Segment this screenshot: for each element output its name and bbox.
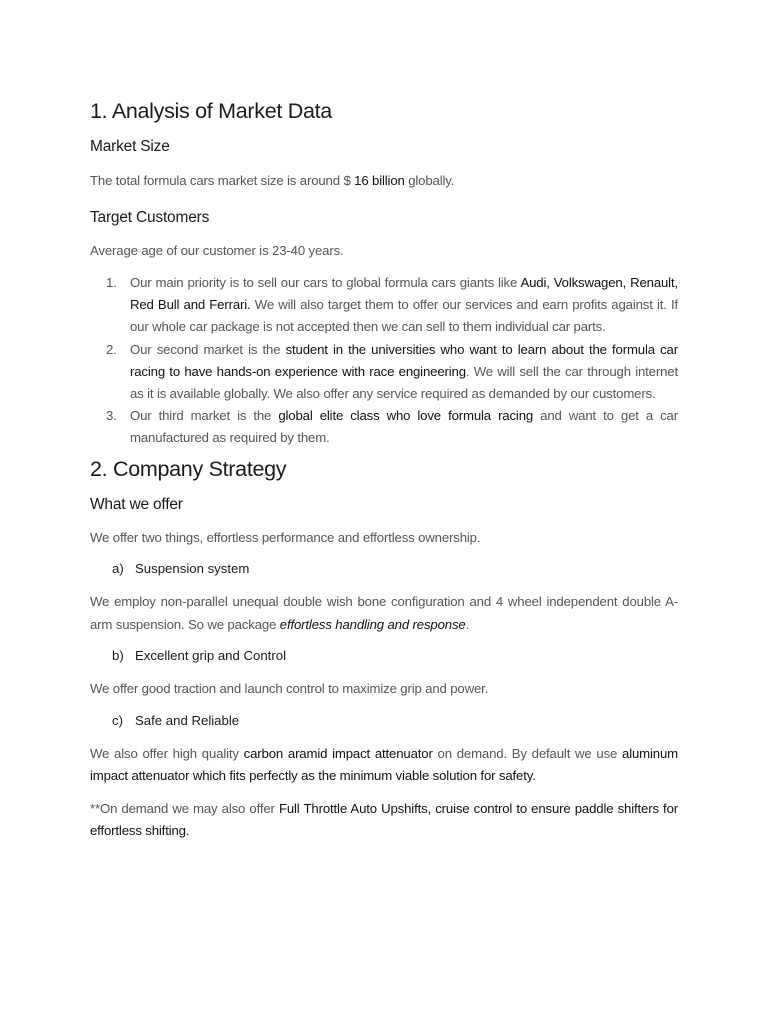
grip-text: We offer good traction and launch control to maximize grip and power. [90, 681, 489, 697]
target-customers-heading: Target Customers [90, 208, 210, 226]
list-item-highlight: global elite class who love formula racing [278, 408, 534, 424]
section-1-title: 1. Analysis of Market Data [90, 99, 332, 123]
on-demand-text [90, 798, 678, 843]
suspension-heading: Suspension system [135, 561, 250, 577]
market-size-text-before: The total formula cars market size is around $ [90, 173, 355, 188]
on-demand-highlight: Full Throttle Auto Upshifts, cruise control to ensure paddle shifters for effortless shifting. [90, 800, 678, 839]
suspension-text-before: We employ non-parallel unequal double wish bone configuration and 4 wheel independent double A-arm suspension. So we package [90, 594, 678, 632]
list-item-text: Our main priority is to sell our cars to global formula cars giants like [130, 275, 521, 290]
list-item-text: and want to get a car manufactured as required by them. [130, 408, 678, 446]
safe-subheading [90, 711, 678, 731]
grip-subheading [90, 646, 678, 666]
suspension-highlight: effortless handling and response [279, 616, 466, 632]
list-item [90, 272, 678, 339]
list-item [90, 405, 678, 449]
safe-highlight-aluminum: aluminum impact attenuator which fits perfectly as the minimum viable solution for safety. [90, 745, 678, 784]
target-customers-list [90, 272, 678, 450]
document-page [90, 96, 678, 843]
section-2-title: 2. Company Strategy [90, 456, 287, 481]
suspension-text-after: . [465, 616, 470, 632]
market-size-text [90, 170, 678, 193]
target-customers-intro: Average age of our customer is 23-40 years. [90, 242, 344, 258]
suspension-subheading [90, 559, 678, 579]
grip-heading: Excellent grip and Control [135, 648, 287, 664]
grip-label: b) [112, 648, 124, 664]
suspension-text [90, 591, 678, 636]
market-size-text-after: globally. [404, 173, 455, 188]
suspension-label: a) [112, 561, 124, 577]
safe-heading: Safe and Reliable [135, 712, 240, 728]
safe-text [90, 743, 678, 788]
list-item-text: Our second market is the [130, 341, 286, 357]
what-we-offer-intro: We offer two things, effortless performance and effortless ownership. [90, 529, 481, 545]
list-item-number: 2. [106, 341, 117, 357]
market-size-heading: Market Size [90, 138, 170, 155]
what-we-offer-heading: What we offer [90, 495, 183, 513]
list-item-text: We will also target them to offer our services and earn profits against it. If our whole car package is not accepted then we can sell to them individual car parts. [130, 297, 678, 335]
list-item-text: . We will sell the car through internet as it is available globally. We also offer any service required as demanded by our customers. [130, 363, 678, 402]
on-demand-text-before: **On demand we may also offer [90, 800, 279, 816]
list-item-text: Our third market is the [130, 408, 279, 424]
safe-label: c) [112, 712, 123, 728]
market-size-value: 16 billion [354, 173, 405, 188]
list-item-highlight: Audi, Volkswagen, Renault, Red Bull and Ferrari. [130, 275, 678, 313]
safe-highlight-carbon: carbon aramid impact attenuator [243, 745, 433, 761]
list-item-highlight: student in the universities who want to learn about the formula car racing to have hands-on experience with race engineering [130, 341, 678, 379]
safe-text-middle: on demand. By default we use [432, 745, 623, 761]
list-item [90, 339, 678, 406]
safe-text-before: We also offer high quality [90, 745, 244, 761]
list-item-number: 3. [106, 408, 117, 424]
list-item-number: 1. [106, 275, 117, 290]
